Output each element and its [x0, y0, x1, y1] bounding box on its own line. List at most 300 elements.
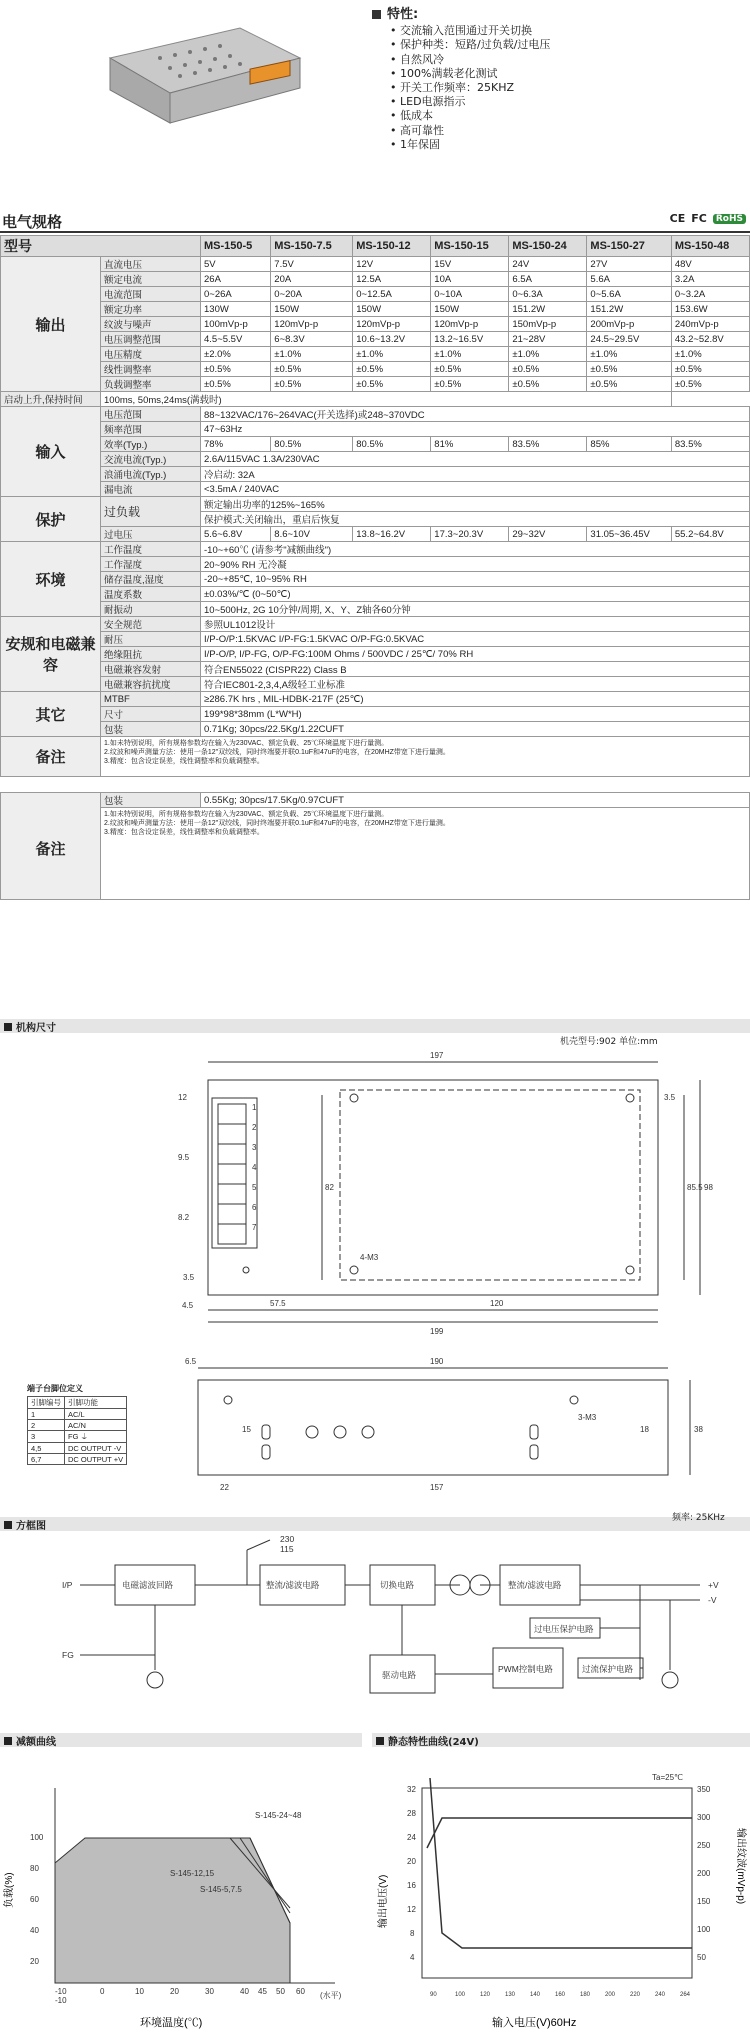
pin-cell: 4,5 — [28, 1443, 65, 1454]
y-axis-label: 负载(%) — [4, 1872, 15, 1908]
row-value: 150W — [353, 302, 431, 317]
pin-cell: 3 — [28, 1431, 65, 1443]
dim-label: 3.5 — [183, 1273, 195, 1282]
row-label: 电磁兼容发射 — [101, 662, 201, 677]
y-tick: 60 — [30, 1895, 39, 1904]
y-tick: 80 — [30, 1864, 39, 1873]
table-row — [1, 347, 750, 362]
row-value: 240mVp-p — [671, 317, 749, 332]
row-value: ±1.0% — [587, 347, 671, 362]
row-value: ±1.0% — [671, 347, 749, 362]
row-value: 85% — [587, 437, 671, 452]
row-value: 80.5% — [271, 437, 353, 452]
x-axis-label: 环境温度(℃) — [140, 2017, 203, 2029]
dim-label: 4-M3 — [360, 1253, 379, 1262]
row-label: 浪涌电流(Typ.) — [101, 467, 201, 482]
table-row — [1, 617, 750, 632]
dim-label: 6.5 — [185, 1357, 197, 1366]
table-row — [1, 602, 750, 617]
row-value: 10.6~13.2V — [353, 332, 431, 347]
dim-label: 82 — [325, 1183, 334, 1192]
table-row — [1, 647, 750, 662]
row-value: ±1.0% — [271, 347, 353, 362]
row-label: 额定功率 — [101, 302, 201, 317]
row-label: 耐振动 — [101, 602, 201, 617]
row-value: 5V — [201, 257, 271, 272]
row-label: 电磁兼容抗扰度 — [101, 677, 201, 692]
features-title: 特性: — [372, 8, 550, 22]
row-value: 15V — [431, 257, 509, 272]
row-value: 冷启动: 32A — [201, 467, 750, 482]
y-tick: 12 — [407, 1905, 416, 1914]
square-bullet-icon — [4, 1023, 12, 1031]
row-value: ±0.5% — [671, 377, 749, 392]
group-safety: 安规和电磁兼容 — [1, 617, 101, 692]
row-value: 27V — [587, 257, 671, 272]
row-value: 0~26A — [201, 287, 271, 302]
pin-cell: AC/L — [65, 1409, 127, 1420]
row-label: 工作温度 — [101, 542, 201, 557]
y-tick: 32 — [407, 1785, 416, 1794]
row-label: 电压精度 — [101, 347, 201, 362]
derating-chart — [0, 1748, 370, 2035]
table-row — [1, 362, 750, 377]
rohs-logo: RoHS — [713, 214, 746, 224]
table-row — [1, 572, 750, 587]
y-tick-right: 100 — [697, 1925, 711, 1934]
dim-label: 22 — [220, 1483, 229, 1492]
row-value: ±0.5% — [509, 362, 587, 377]
x-tick: 40 — [240, 1987, 249, 1996]
row-value: -20~+85℃, 10~95% RH — [201, 572, 750, 587]
row-value: 151.2W — [509, 302, 587, 317]
pin-cell: FG ⏚ — [65, 1431, 127, 1443]
row-value: 13.8~16.2V — [353, 527, 431, 542]
row-label: 过电压 — [101, 527, 201, 542]
row-value: 0~12.5A — [353, 287, 431, 302]
row-label: 效率(Typ.) — [101, 437, 201, 452]
y-tick-right: 250 — [697, 1841, 711, 1850]
table-row — [1, 287, 750, 302]
io-label: I/P — [62, 1580, 73, 1590]
ripple-line — [430, 1778, 692, 1948]
series-label: S-145-24~48 — [255, 1811, 302, 1820]
row-value: 55.2~64.8V — [671, 527, 749, 542]
row-value: ±1.0% — [509, 347, 587, 362]
row-value: 额定输出功率的125%~165% — [201, 497, 750, 512]
model-col: MS-150-24 — [509, 236, 587, 257]
y-tick: 100 — [30, 1833, 44, 1842]
row-value: 4.5~5.5V — [201, 332, 271, 347]
x-tick: 90 — [430, 1992, 437, 1998]
model-col: MS-150-7.5 — [271, 236, 353, 257]
x-tick: 20 — [170, 1987, 179, 1996]
row-value: 20~90% RH 无冷凝 — [201, 557, 750, 572]
row-value: 21~28V — [509, 332, 587, 347]
row-value: ≥286.7K hrs , MIL-HDBK-217F (25℃) — [201, 692, 750, 707]
table-row — [1, 527, 750, 542]
row-value: 7.5V — [271, 257, 353, 272]
row-value: 31.05~36.45V — [587, 527, 671, 542]
feature-item: • 保护种类：短路/过负载/过电压 — [390, 38, 550, 52]
x-tick: 264 — [680, 1992, 691, 1998]
dim-label: 9.5 — [178, 1153, 190, 1162]
pin-label: 1 — [252, 1103, 257, 1112]
row-value: ±0.03%/℃ (0~50℃) — [201, 587, 750, 602]
group-input: 输入 — [1, 407, 101, 497]
row-value: ±0.5% — [201, 362, 271, 377]
table-row — [1, 542, 750, 557]
group-notes: 备注 — [1, 793, 101, 900]
group-notes: 备注 — [1, 737, 101, 777]
x-tick: 30 — [205, 1987, 214, 1996]
spec-table — [0, 235, 750, 900]
model-label: 型号 — [1, 236, 201, 257]
pin-cell: 6,7 — [28, 1454, 65, 1465]
row-value: 48V — [671, 257, 749, 272]
row-label: 漏电流 — [101, 482, 201, 497]
row-value: ±0.5% — [271, 377, 353, 392]
row-value: 保护模式:关闭输出，重启后恢复 — [201, 512, 750, 527]
block-label: 电磁滤波回路 — [122, 1580, 174, 1590]
row-value: 符合EN55022 (CISPR22) Class B — [201, 662, 750, 677]
row-value: 130W — [201, 302, 271, 317]
row-value: 0.71Kg; 30pcs/22.5Kg/1.22CUFT — [201, 722, 750, 737]
dim-label: 197 — [430, 1051, 444, 1060]
pin-cell: DC OUTPUT -V — [65, 1443, 127, 1454]
x-axis-label: 输入电压(V)60Hz — [492, 2017, 577, 2029]
row-label: 交流电流(Typ.) — [101, 452, 201, 467]
row-label: 尺寸 — [101, 707, 201, 722]
row-value: 0~6.3A — [509, 287, 587, 302]
row-value: 20A — [271, 272, 353, 287]
table-row — [1, 332, 750, 347]
static-section-title: 静态特性曲线(24V) — [372, 1733, 750, 1747]
x-tick: 180 — [580, 1992, 591, 1998]
table-row — [1, 677, 750, 692]
group-environment: 环境 — [1, 542, 101, 617]
row-value: 150mVp-p — [509, 317, 587, 332]
table-row — [1, 692, 750, 707]
row-value: 13.2~16.5V — [431, 332, 509, 347]
row-value: 150W — [271, 302, 353, 317]
row-value: I/P-O/P, I/P-FG, O/P-FG:100M Ohms / 500VDC / 25℃/ 70% RH — [201, 647, 750, 662]
terminal-block — [218, 1104, 246, 1244]
y-axis-label-left: 输出电压(V) — [378, 1874, 389, 1928]
x-tick: 130 — [505, 1992, 516, 1998]
row-value: 150W — [431, 302, 509, 317]
dim-label: 98 — [704, 1183, 713, 1192]
io-label: +V — [708, 1580, 719, 1590]
row-label: 安全规范 — [101, 617, 201, 632]
pin-label: 2 — [252, 1123, 257, 1132]
top-view-outline — [208, 1080, 658, 1295]
cert-logos — [670, 212, 746, 225]
derating-section-title: 减额曲线 — [0, 1733, 362, 1747]
table-row — [1, 467, 750, 482]
row-label: 负载调整率 — [101, 377, 201, 392]
row-value: 0~20A — [271, 287, 353, 302]
row-label: 过负载 — [101, 497, 201, 527]
corner-label: Ta=25℃ — [652, 1773, 684, 1782]
dim-label: 157 — [430, 1483, 444, 1492]
y-tick-right: 300 — [697, 1813, 711, 1822]
feature-item: • 100%满载老化测试 — [390, 67, 550, 81]
table-row — [1, 587, 750, 602]
row-value: ±2.0% — [201, 347, 271, 362]
switch-label: 115 — [280, 1544, 294, 1554]
y-tick: 20 — [30, 1957, 39, 1966]
row-value: 120mVp-p — [271, 317, 353, 332]
row-value: ±0.5% — [509, 377, 587, 392]
pin-cell: 2 — [28, 1420, 65, 1431]
mech-section-title: 机构尺寸 — [0, 1019, 750, 1033]
group-output: 输出 — [1, 257, 101, 392]
y-tick-right: 200 — [697, 1869, 711, 1878]
mech-note: 机壳型号:902 单位:mm — [560, 1037, 658, 1047]
row-value: ±0.5% — [671, 362, 749, 377]
row-value: 24.5~29.5V — [587, 332, 671, 347]
row-value: I/P-O/P:1.5KVAC I/P-FG:1.5KVAC O/P-FG:0.5KVAC — [201, 632, 750, 647]
row-value: 100mVp-p — [201, 317, 271, 332]
table-row — [1, 317, 750, 332]
feature-item: • 开关工作频率：25KHZ — [390, 81, 550, 95]
table-row — [1, 407, 750, 422]
x-tick: 160 — [555, 1992, 566, 1998]
row-value: ±0.5% — [587, 377, 671, 392]
row-value: 200mVp-p — [587, 317, 671, 332]
row-value: 10A — [431, 272, 509, 287]
table-row — [1, 452, 750, 467]
table-row — [1, 302, 750, 317]
y-axis-label-right: 输出纹波(mVp-p) — [735, 1828, 746, 1905]
row-label: 直流电压 — [101, 257, 201, 272]
x-tick: -10 — [55, 1996, 67, 2005]
table-row — [1, 662, 750, 677]
dim-label: 15 — [242, 1425, 251, 1434]
static-chart — [372, 1748, 750, 2035]
row-label: 纹波与噪声 — [101, 317, 201, 332]
row-value: 12V — [353, 257, 431, 272]
square-bullet-icon — [372, 10, 381, 19]
table-row — [1, 422, 750, 437]
row-value: 0.55Kg; 30pcs/17.5Kg/0.97CUFT — [201, 793, 750, 808]
notes-text: 1.如未特别说明，所有规格参数均在输入为230VAC、额定负载、25℃环境温度下进行量测。 2.纹波和噪声测量方法：使用一条12"双绞线，同时终端要并联0.1uF和47uF的电容，在20MHZ带宽下进行量测。 3.精度：包含设定误差，线性调整率和负载调整率。 — [101, 737, 750, 777]
dim-label: 199 — [430, 1327, 444, 1336]
row-value: 3.2A — [671, 272, 749, 287]
pin-label: 6 — [252, 1203, 257, 1212]
block-note: 频率: 25KHz — [672, 1513, 725, 1523]
row-value: 参照UL1012设计 — [201, 617, 750, 632]
row-value: 6.5A — [509, 272, 587, 287]
table-header-row — [1, 236, 750, 257]
series-label: S-145-5,7.5 — [200, 1885, 242, 1894]
row-label: 包装 — [101, 722, 201, 737]
row-value: 83.5% — [671, 437, 749, 452]
product-photo — [100, 18, 305, 128]
row-value: 0~10A — [431, 287, 509, 302]
row-value: 8.6~10V — [271, 527, 353, 542]
notes-text: 1.如未特别说明，所有规格参数均在输入为230VAC、额定负载、25℃环境温度下进行量测。 2.纹波和噪声测量方法：使用一条12"双绞线，同时终端要并联0.1uF和47uF的电容，在20MHZ带宽下进行量测。 3.精度：包含设定误差，线性调整率和负载调整率。 — [101, 808, 750, 900]
block-label: 整流/滤波电路 — [508, 1580, 562, 1590]
row-value: ±0.5% — [353, 377, 431, 392]
block-label: 整流/滤波电路 — [266, 1580, 320, 1590]
feature-item: • 低成本 — [390, 109, 550, 123]
row-value: 78% — [201, 437, 271, 452]
row-value: ±1.0% — [353, 347, 431, 362]
y-tick: 8 — [410, 1929, 415, 1938]
row-value: 81% — [431, 437, 509, 452]
y-tick: 24 — [407, 1833, 416, 1842]
pin-definition-table — [27, 1383, 127, 1465]
row-label: 温度系数 — [101, 587, 201, 602]
row-value: 153.6W — [671, 302, 749, 317]
row-value: 120mVp-p — [431, 317, 509, 332]
io-label: FG — [62, 1650, 74, 1660]
block-label: 驱动电路 — [382, 1670, 417, 1680]
row-value: <3.5mA / 240VAC — [201, 482, 750, 497]
row-value: 2.6A/115VAC 1.3A/230VAC — [201, 452, 750, 467]
table-row — [1, 482, 750, 497]
y-tick-right: 50 — [697, 1953, 706, 1962]
dim-label: 8.2 — [178, 1213, 190, 1222]
block-label: 过电压保护电路 — [534, 1624, 594, 1634]
spec-title: 电气规格 — [0, 211, 750, 233]
row-label: 频率范围 — [101, 422, 201, 437]
row-value: 12.5A — [353, 272, 431, 287]
dim-label: 12 — [178, 1093, 187, 1102]
feature-item: • 交流输入范围通过开关切换 — [390, 24, 550, 38]
row-value: 0~5.6A — [587, 287, 671, 302]
group-other: 其它 — [1, 692, 101, 737]
model-col: MS-150-5 — [201, 236, 271, 257]
ce-logo: CE — [669, 212, 686, 225]
row-value: 24V — [509, 257, 587, 272]
table-row — [1, 632, 750, 647]
table-row — [1, 272, 750, 287]
pin-label: 5 — [252, 1183, 257, 1192]
row-label: MTBF — [101, 692, 201, 707]
y-tick: 40 — [30, 1926, 39, 1935]
square-bullet-icon — [4, 1521, 12, 1529]
x-tick: 100 — [455, 1992, 466, 1998]
x-unit: (水平) — [320, 1991, 342, 2000]
table-row — [1, 377, 750, 392]
square-bullet-icon — [376, 1737, 384, 1745]
row-value: 17.3~20.3V — [431, 527, 509, 542]
row-value: ±0.5% — [353, 362, 431, 377]
pin-label: 4 — [252, 1163, 257, 1172]
x-tick: 140 — [530, 1992, 541, 1998]
features-list — [372, 8, 550, 152]
voltage-line — [427, 1818, 692, 1848]
block-section-title: 方框图 — [0, 1517, 750, 1531]
row-value: 88~132VAC/176~264VAC(开关选择)或248~370VDC — [201, 407, 750, 422]
y-tick: 20 — [407, 1857, 416, 1866]
row-label: 线性调整率 — [101, 362, 201, 377]
table-row — [1, 707, 750, 722]
y-tick: 16 — [407, 1881, 416, 1890]
square-bullet-icon — [4, 1737, 12, 1745]
dim-label: 57.5 — [270, 1299, 286, 1308]
block-diagram — [0, 1530, 750, 1710]
feature-item: • LED电源指示 — [390, 95, 550, 109]
y-tick: 28 — [407, 1809, 416, 1818]
x-tick: 0 — [100, 1987, 105, 1996]
row-label: 耐压 — [101, 632, 201, 647]
row-label: 工作湿度 — [101, 557, 201, 572]
row-value: 83.5% — [509, 437, 587, 452]
model-col: MS-150-15 — [431, 236, 509, 257]
model-col: MS-150-48 — [671, 236, 749, 257]
fc-logo: FC — [691, 212, 707, 225]
row-value: ±1.0% — [431, 347, 509, 362]
table-row — [1, 497, 750, 512]
table-row — [1, 257, 750, 272]
io-label: -V — [708, 1595, 717, 1605]
table-row — [1, 557, 750, 572]
row-label: 电流范围 — [101, 287, 201, 302]
row-value: 5.6~6.8V — [201, 527, 271, 542]
row-label: 绝缘阻抗 — [101, 647, 201, 662]
dim-label: 120 — [490, 1299, 504, 1308]
table-row — [1, 392, 750, 407]
y-tick: 4 — [410, 1953, 415, 1962]
dim-label: 85.5 — [687, 1183, 703, 1192]
dim-label: 3.5 — [664, 1093, 676, 1102]
row-label: 电压调整范围 — [101, 332, 201, 347]
x-tick: 220 — [630, 1992, 641, 1998]
x-tick: -10 — [55, 1987, 67, 1996]
row-value: 120mVp-p — [353, 317, 431, 332]
x-tick: 50 — [276, 1987, 285, 1996]
group-protection: 保护 — [1, 497, 101, 542]
row-value: ±0.5% — [587, 362, 671, 377]
dim-label: 18 — [640, 1425, 649, 1434]
model-col: MS-150-27 — [587, 236, 671, 257]
side-view-outline — [198, 1380, 668, 1475]
x-tick: 120 — [480, 1992, 491, 1998]
row-value: ±0.5% — [431, 377, 509, 392]
dim-label: 190 — [430, 1357, 444, 1366]
row-value: 80.5% — [353, 437, 431, 452]
row-label: 额定电流 — [101, 272, 201, 287]
row-value: 199*98*38mm (L*W*H) — [201, 707, 750, 722]
table-row — [1, 437, 750, 452]
x-tick: 45 — [258, 1987, 267, 1996]
series-label: S-145-12,15 — [170, 1869, 215, 1878]
row-value: 47~63Hz — [201, 422, 750, 437]
pin-cell: DC OUTPUT +V — [65, 1454, 127, 1465]
row-value: 10~500Hz, 2G 10分钟/周期, X、Y、Z轴各60分钟 — [201, 602, 750, 617]
row-label: 启动上升,保持时间 — [1, 392, 101, 407]
feature-item: • 自然风冷 — [390, 53, 550, 67]
pin-header: 引脚编号 — [28, 1397, 65, 1409]
table-row — [1, 777, 750, 793]
table-row — [1, 722, 750, 737]
x-tick: 10 — [135, 1987, 144, 1996]
row-value: 151.2W — [587, 302, 671, 317]
table-row — [1, 793, 750, 808]
pin-cell: AC/N — [65, 1420, 127, 1431]
feature-item: • 1年保固 — [390, 138, 550, 152]
row-label: 包装 — [101, 793, 201, 808]
row-label: 电压范围 — [101, 407, 201, 422]
pin-cell: 1 — [28, 1409, 65, 1420]
row-value: 符合IEC801-2,3,4,A级轻工业标准 — [201, 677, 750, 692]
row-value: 0~3.2A — [671, 287, 749, 302]
dim-label: 3-M3 — [578, 1413, 597, 1422]
